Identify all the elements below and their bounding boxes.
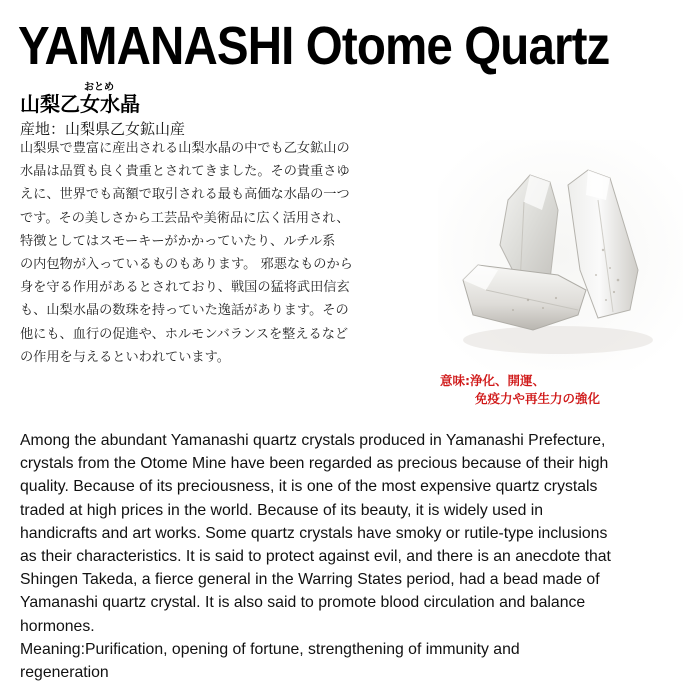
origin-label: 産地：山梨県乙女鉱山産 [20,120,186,138]
description-jp-line: も、山梨水晶の数珠を持っていた逸話があります。その [20,303,349,319]
description-jp-line: 山梨県で豊富に産出される山梨水晶の中でも乙女鉱山の [20,141,350,156]
meaning-jp [440,372,600,408]
description-en-line: Among the abundant Yamanashi quartz crystals produced in Yamanashi Prefecture, [20,432,606,449]
description-en-line: crystals from the Otome Mine have been regarded as precious because of their high [20,455,609,473]
description-en-line: traded at high prices in the world. Because of its beauty, it is widely used in [20,501,544,519]
description-en-line: hormones. [20,617,95,635]
description-jp-line: 水晶は品質も良く貴重とされてきました。その貴重さゆ [20,164,350,180]
description-en [20,429,692,684]
description-en-line: Shingen Takeda, a fierce general in the Warring States period, had a bead made of [20,571,600,589]
stone-name-jp: 山梨乙女水晶 [20,92,140,116]
description-jp-line: 特徴としてはスモーキーがかかっていたり、ルチル系 [20,233,336,249]
description-jp-line: の作用を与えるといわれています。 [20,349,230,365]
description-jp-line: の内包物が入っているものもあります。 邪悪なものから [20,257,353,273]
description-en-line: as their characteristics. It is said to protect against evil, and there is an anecdote that [20,548,611,566]
name-ruby: おとめ [84,82,114,93]
meaning-en-line: regeneration [20,664,109,682]
meaning-en-line: Meaning:Purification, opening of fortune, strengthening of immunity and [20,640,520,658]
page-title: YAMANASHI Otome Quartz [18,16,610,76]
meaning-jp-line: 意味:浄化、開運、 [440,373,545,388]
description-en-line: quality. Because of its preciousness, it is one of the most expensive quartz crystals [20,478,598,496]
description-en-line: Yamanashi quartz crystal. It is also said to promote blood circulation and balance [20,594,586,612]
quartz-crystal-photo [438,140,683,370]
description-en-line: handicrafts and art works. Some quartz crystals have smoky or rutile-type inclusions [20,524,608,542]
description-jp-line: 身を守る作用があるとされており、戦国の猛将武田信玄 [20,280,350,296]
description-jp [20,137,440,369]
description-jp-line: 他にも、血行の促進や、ホルモンバランスを整えるなど [20,326,349,342]
description-jp-line: えに、世界でも高額で取引される最も高価な水晶の一つ [20,187,350,203]
description-jp-line: です。その美しさから工芸品や美術品に広く活用され、 [20,210,350,226]
meaning-jp-line: 免疫力や再生力の強化 [475,391,601,406]
